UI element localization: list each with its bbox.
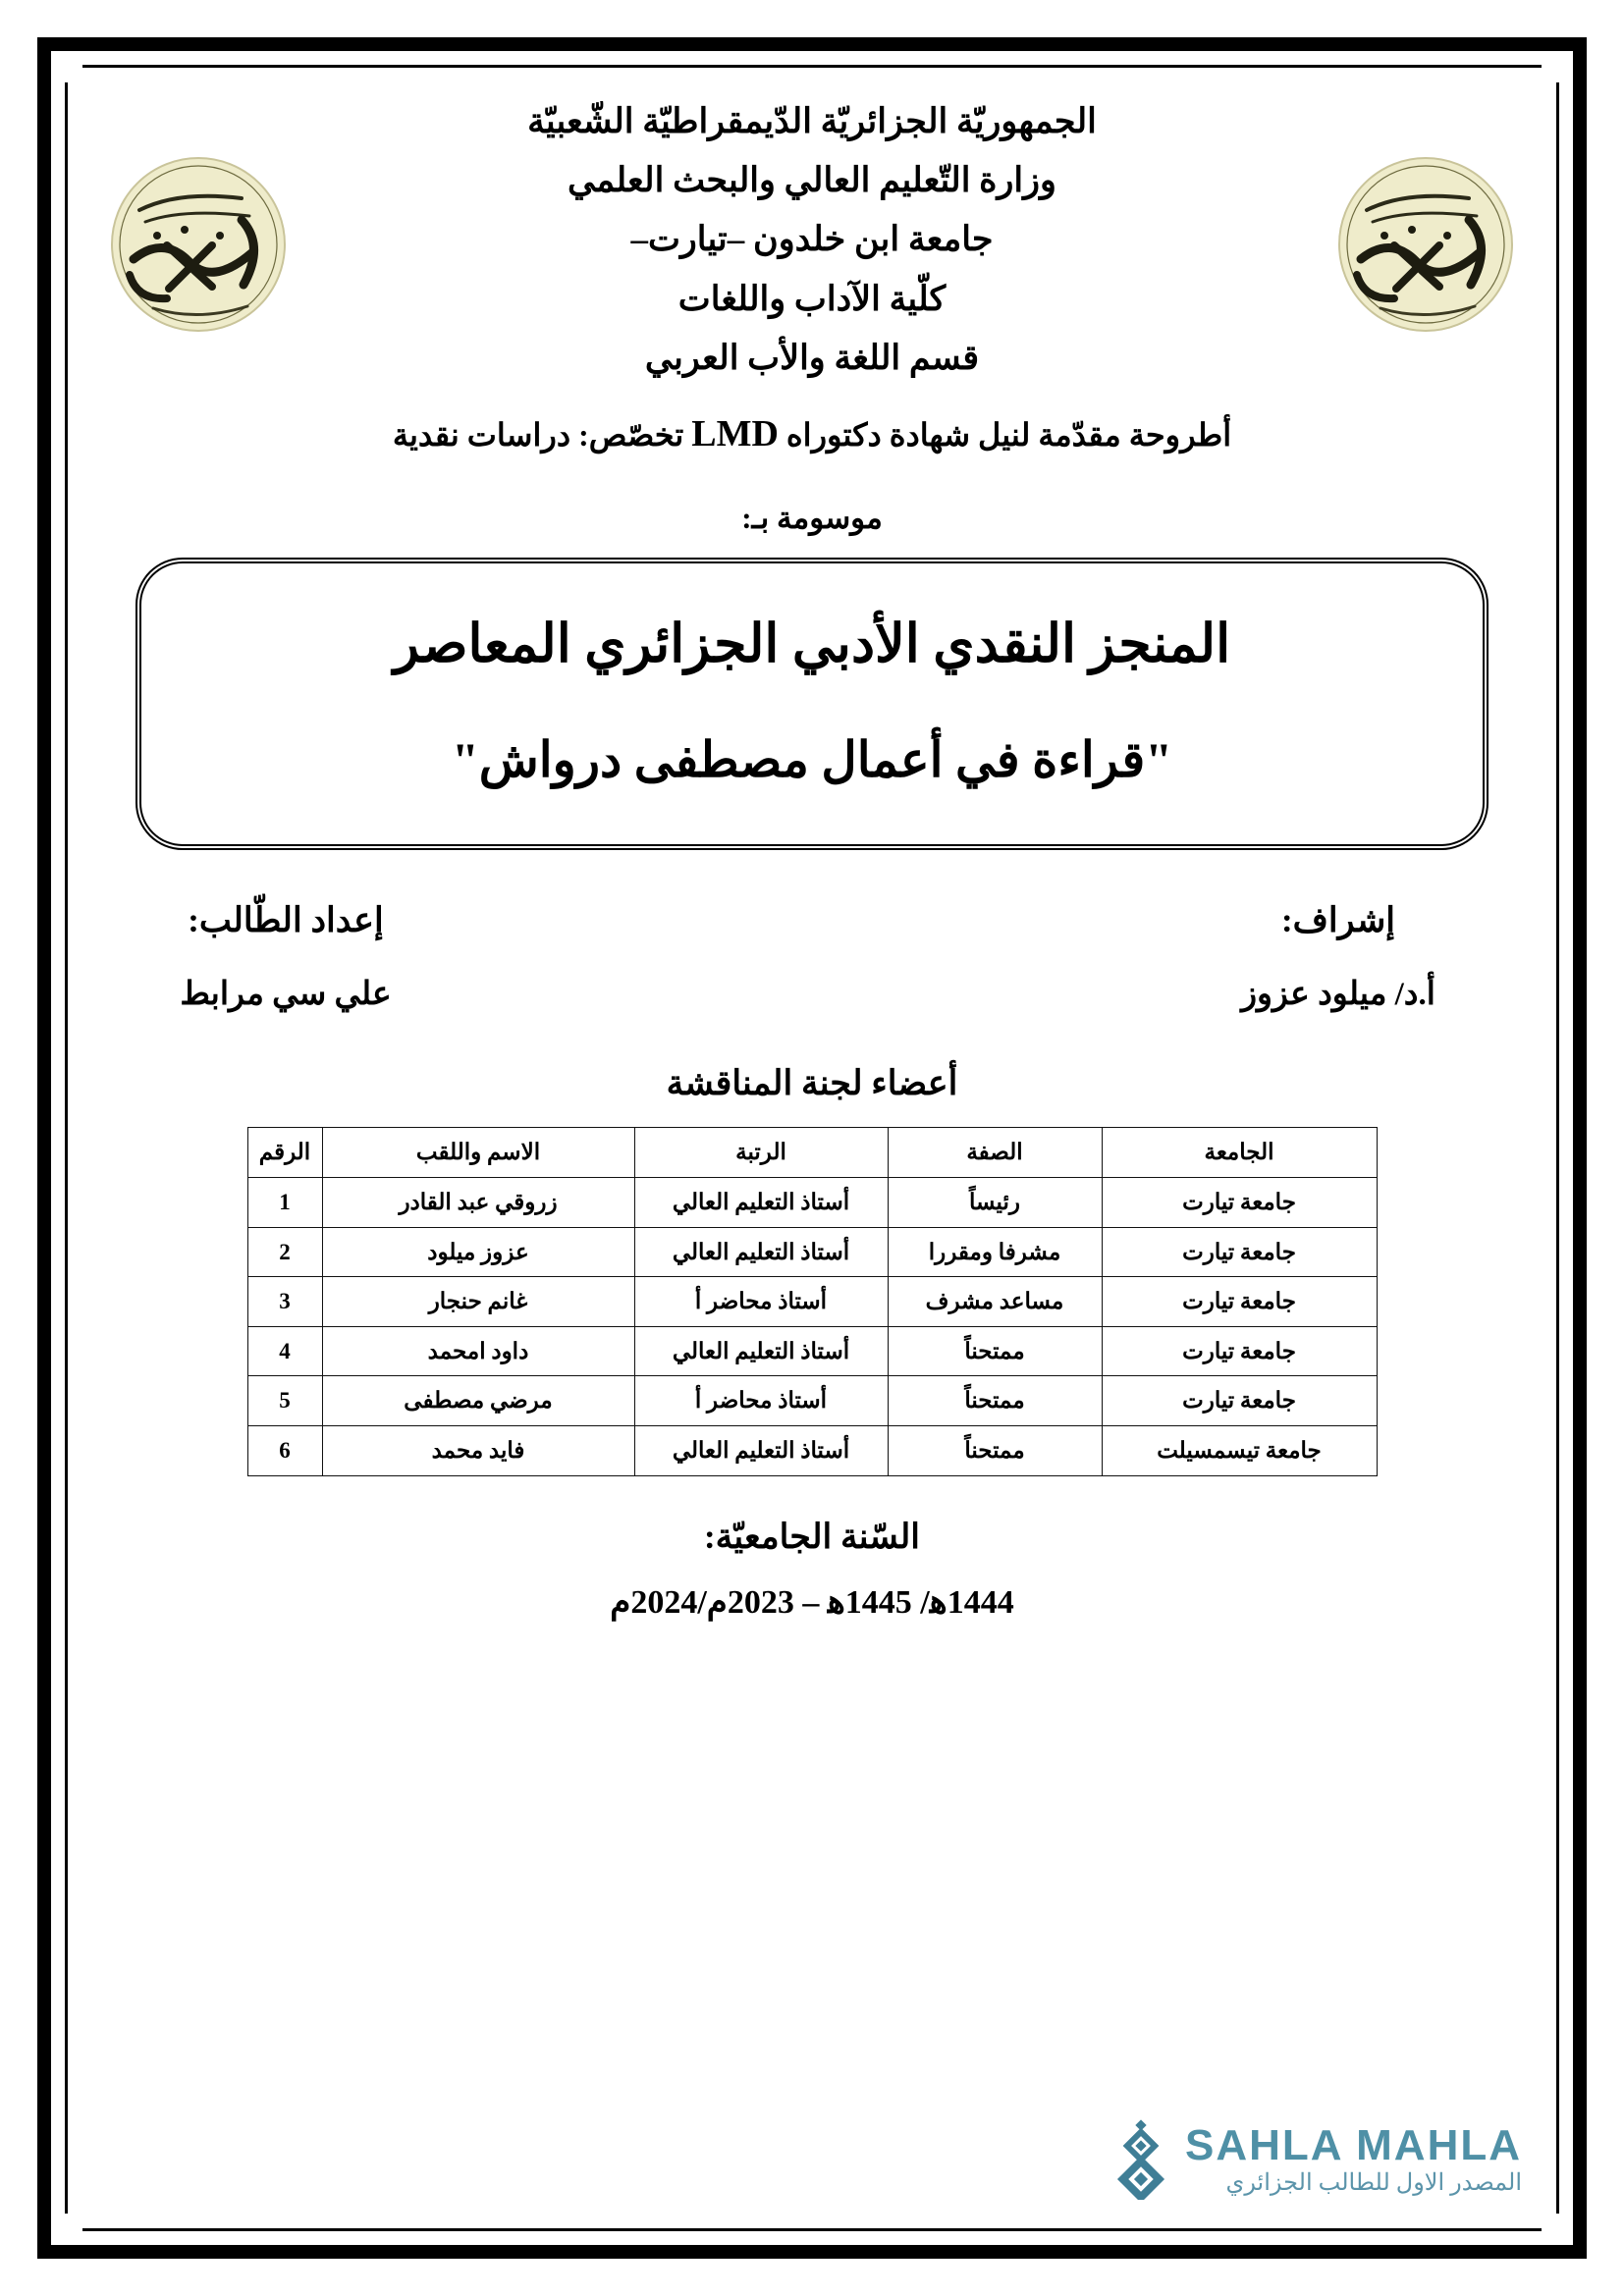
jury-cell-name: داود امحمد — [322, 1326, 634, 1376]
jury-table-header-row — [247, 1128, 1377, 1178]
supervisor-label: إشراف: — [1280, 901, 1396, 940]
thesis-statement — [88, 412, 1536, 455]
frame-corner-top-right — [1542, 37, 1587, 82]
jury-cell-name: فايد محمد — [322, 1425, 634, 1475]
header-line-ministry: وزارة التّعليم العالي والبحث العلمي — [568, 161, 1056, 200]
marked-as-label: موسومة بـ: — [741, 501, 883, 535]
jury-cell-university: جامعة تيسمسيلت — [1102, 1425, 1377, 1475]
supervisor-block — [1176, 901, 1500, 1013]
student-label: إعداد الطّالب: — [188, 901, 384, 940]
frame-corner-top-left — [37, 37, 82, 82]
jury-cell-name: زروقي عبد القادر — [322, 1177, 634, 1227]
jury-cell-name: عزوز ميلود — [322, 1227, 634, 1277]
jury-table-row — [247, 1376, 1377, 1426]
watermark-text — [1185, 2120, 1522, 2197]
student-name: علي سي مرابط — [180, 977, 392, 1013]
jury-col-university: الجامعة — [1102, 1128, 1377, 1178]
jury-cell-university: جامعة تيارت — [1102, 1326, 1377, 1376]
jury-cell-university: جامعة تيارت — [1102, 1177, 1377, 1227]
jury-col-number: الرقم — [247, 1128, 322, 1178]
frame-corner-bottom-left — [37, 2214, 82, 2259]
watermark-sahla-mahla — [1110, 2119, 1522, 2200]
jury-table-row — [247, 1227, 1377, 1277]
jury-cell-number: 4 — [247, 1326, 322, 1376]
student-block — [124, 901, 448, 1013]
jury-cell-number: 6 — [247, 1425, 322, 1475]
jury-cell-role: مساعد مشرف — [888, 1277, 1102, 1327]
institution-header — [88, 84, 1536, 408]
jury-cell-name: مرضي مصطفى — [322, 1376, 634, 1426]
frame-corner-bottom-right — [1542, 2214, 1587, 2259]
jury-cell-role: مشرفا ومقررا — [888, 1227, 1102, 1277]
jury-cell-rank: أستاذ محاضر أ — [634, 1376, 888, 1426]
thesis-title-box — [139, 561, 1485, 846]
academic-year-value: 1444ﻫ/ 1445ﻫ – 2023م/2024م — [610, 1583, 1014, 1621]
thesis-title-container — [139, 561, 1485, 846]
thesis-title-main: المنجز النقدي الأدبي الجزائري المعاصر — [393, 614, 1231, 673]
supervisor-name: أ.د/ ميلود عزوز — [1241, 977, 1435, 1013]
degree-code-lmd: LMD — [691, 413, 779, 454]
jury-col-rank: الرتبة — [634, 1128, 888, 1178]
jury-cell-number: 3 — [247, 1277, 322, 1327]
jury-table-row — [247, 1425, 1377, 1475]
credits-row — [124, 901, 1500, 1013]
jury-table-row — [247, 1277, 1377, 1327]
header-text-lines — [88, 92, 1536, 388]
cover-page — [88, 84, 1536, 2212]
watermark-brand: SAHLA MAHLA — [1185, 2120, 1522, 2169]
jury-cell-role: ممتحناً — [888, 1376, 1102, 1426]
thesis-statement-part-a: أطروحة مقدّمة لنيل شهادة دكتوراه — [785, 417, 1232, 453]
thesis-statement-part-b: تخصّص: دراسات نقدية — [392, 417, 684, 453]
academic-year-label: السّنة الجامعيّة: — [704, 1517, 920, 1556]
header-line-department: قسم اللغة والأب العربي — [644, 338, 980, 377]
header-line-republic: الجمهوريّة الجزائريّة الدّيمقراطيّة الشّعبيّة — [527, 102, 1097, 140]
jury-heading: أعضاء لجنة المناقشة — [666, 1064, 958, 1103]
sahla-mahla-diamond-icon — [1110, 2119, 1171, 2200]
jury-cell-number: 5 — [247, 1376, 322, 1426]
jury-cell-number: 2 — [247, 1227, 322, 1277]
jury-cell-rank: أستاذ التعليم العالي — [634, 1425, 888, 1475]
jury-cell-university: جامعة تيارت — [1102, 1376, 1377, 1426]
jury-cell-rank: أستاذ التعليم العالي — [634, 1177, 888, 1227]
jury-cell-name: غانم حنجار — [322, 1277, 634, 1327]
jury-cell-role: رئيساً — [888, 1177, 1102, 1227]
jury-cell-rank: أستاذ التعليم العالي — [634, 1227, 888, 1277]
jury-table-row — [247, 1177, 1377, 1227]
jury-cell-number: 1 — [247, 1177, 322, 1227]
watermark-tagline: المصدر الاول للطالب الجزائري — [1225, 2169, 1522, 2196]
jury-cell-rank: أستاذ التعليم العالي — [634, 1326, 888, 1376]
jury-col-role: الصفة — [888, 1128, 1102, 1178]
jury-cell-university: جامعة تيارت — [1102, 1277, 1377, 1327]
jury-col-name: الاسم واللقب — [322, 1128, 634, 1178]
thesis-title-sub: "قراءة في أعمال مصطفى درواش" — [452, 731, 1172, 787]
jury-table-row — [247, 1326, 1377, 1376]
header-line-university: جامعة ابن خلدون –تيارت– — [630, 220, 994, 259]
header-line-faculty: كلّية الآداب واللغات — [677, 279, 947, 318]
jury-cell-role: ممتحناً — [888, 1425, 1102, 1475]
jury-cell-university: جامعة تيارت — [1102, 1227, 1377, 1277]
jury-cell-role: ممتحناً — [888, 1326, 1102, 1376]
jury-table — [247, 1127, 1378, 1475]
jury-cell-rank: أستاذ محاضر أ — [634, 1277, 888, 1327]
